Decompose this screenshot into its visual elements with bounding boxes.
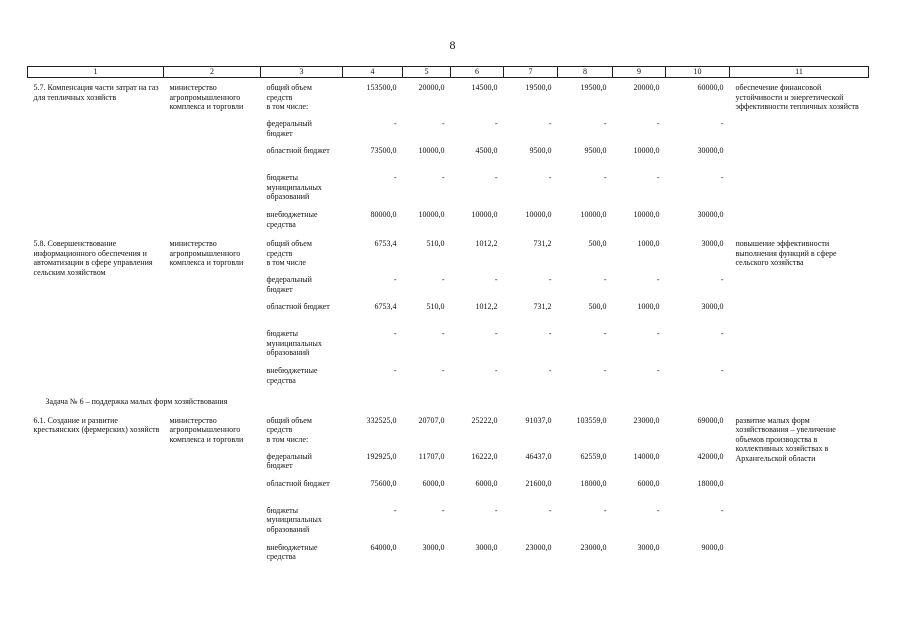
amount-cell: 11707,0 <box>418 451 445 461</box>
amount-cell: 1012,2 <box>475 239 498 248</box>
header-row <box>28 67 869 78</box>
task-heading: Задача № 6 – поддержка малых форм хозяйствования <box>45 397 228 406</box>
amount-cell: 6753,4 <box>374 239 397 248</box>
amount-cell: - <box>548 329 552 338</box>
amount-cell: - <box>548 275 552 284</box>
amount-cell: 10000,0 <box>471 210 498 219</box>
amount-cell <box>403 435 451 452</box>
amount-cell: 20000,0 <box>633 83 660 92</box>
amount-cell: - <box>494 505 498 515</box>
amount-cell: - <box>393 119 397 128</box>
funding-source: областной бюджет <box>266 478 330 488</box>
amount-cell <box>666 258 730 275</box>
funding-source: общий объем средств <box>266 415 312 434</box>
amount-cell: 6000,0 <box>475 478 498 488</box>
amount-cell: - <box>494 366 498 375</box>
expected-result: повышение эффективности выполнения функций в сфере сельского хозяйства <box>735 239 837 267</box>
funding-source: в том числе <box>266 258 306 267</box>
amount-cell: 91037,0 <box>525 415 552 425</box>
amount-cell: 75600,0 <box>370 478 397 488</box>
funding-source: общий объем средств <box>266 239 312 258</box>
amount-cell: 30000,0 <box>697 146 724 155</box>
column-number-header: 5 <box>403 67 451 78</box>
amount-cell: - <box>441 173 445 182</box>
amount-cell: 1012,2 <box>475 302 498 311</box>
executor: министерство агропромышленного комплекса и торговли <box>169 239 244 267</box>
amount-cell: - <box>494 119 498 128</box>
amount-cell <box>504 435 558 452</box>
amount-cell: - <box>393 275 397 284</box>
amount-cell <box>343 435 403 452</box>
amount-cell: 73500,0 <box>370 146 397 155</box>
amount-cell: 500,0 <box>588 302 607 311</box>
amount-cell: 46437,0 <box>525 451 552 461</box>
amount-cell: - <box>441 329 445 338</box>
page-number: 8 <box>449 38 456 52</box>
amount-cell: 3000,0 <box>701 239 724 248</box>
amount-cell: - <box>656 173 660 182</box>
funding-source: внебюджетные средства <box>266 542 318 561</box>
funding-source: федеральный бюджет <box>266 275 312 294</box>
amount-cell: - <box>603 329 607 338</box>
amount-cell: 9000,0 <box>701 542 724 552</box>
amount-cell: - <box>548 119 552 128</box>
column-number-header: 9 <box>613 67 666 78</box>
amount-cell <box>403 102 451 119</box>
amount-cell: - <box>603 173 607 182</box>
amount-cell: 3000,0 <box>701 302 724 311</box>
amount-cell: 10000,0 <box>633 210 660 219</box>
amount-cell: 14000,0 <box>633 451 660 461</box>
amount-cell: - <box>441 119 445 128</box>
amount-cell: 3000,0 <box>475 542 498 552</box>
funding-source: внебюджетные средства <box>266 210 318 229</box>
amount-cell: 4500,0 <box>475 146 498 155</box>
amount-cell: 10000,0 <box>525 210 552 219</box>
amount-cell: 23000,0 <box>580 542 607 552</box>
amount-cell: 153500,0 <box>366 83 397 92</box>
amount-cell: 16222,0 <box>471 451 498 461</box>
amount-cell: 6753,4 <box>374 302 397 311</box>
amount-cell: 731,2 <box>533 239 552 248</box>
column-number-header: 6 <box>451 67 504 78</box>
amount-cell: - <box>720 119 724 128</box>
amount-cell: 10000,0 <box>418 146 445 155</box>
amount-cell: 6000,0 <box>422 478 445 488</box>
amount-cell: 64000,0 <box>370 542 397 552</box>
amount-cell <box>558 102 613 119</box>
column-number-header: 2 <box>164 67 261 78</box>
amount-cell: - <box>656 366 660 375</box>
amount-cell: 69000,0 <box>697 415 724 425</box>
expected-result: развитие малых форм хозяйствования – увеличение объемов производства в коллективных хозяйствах в Архангельской области <box>735 415 836 463</box>
amount-cell <box>613 258 666 275</box>
amount-cell: - <box>720 275 724 284</box>
amount-cell: - <box>548 366 552 375</box>
amount-cell <box>451 102 504 119</box>
amount-cell: 14500,0 <box>471 83 498 92</box>
funding-source: бюджеты муниципальных образований <box>266 173 322 201</box>
funding-source: общий объем средств <box>266 83 312 102</box>
amount-cell: 510,0 <box>426 239 445 248</box>
amount-cell <box>504 258 558 275</box>
amount-cell <box>613 435 666 452</box>
column-number-header: 4 <box>343 67 403 78</box>
column-number-header: 8 <box>558 67 613 78</box>
amount-cell: 9500,0 <box>584 146 607 155</box>
program-table <box>27 66 869 567</box>
amount-cell: - <box>656 505 660 515</box>
amount-cell: 19500,0 <box>580 83 607 92</box>
funding-source: бюджеты муниципальных образований <box>266 329 322 357</box>
amount-cell: - <box>603 505 607 515</box>
amount-cell: - <box>656 329 660 338</box>
amount-cell: - <box>393 366 397 375</box>
amount-cell <box>558 435 613 452</box>
amount-cell: 10000,0 <box>633 146 660 155</box>
task-heading-row <box>28 390 869 411</box>
measure-name: 5.8. Совершенствование информационного обеспечения и автоматизации в сфере управления сельским хозяйством <box>33 239 153 277</box>
amount-cell: 500,0 <box>588 239 607 248</box>
amount-cell: 25222,0 <box>471 415 498 425</box>
amount-cell: - <box>720 329 724 338</box>
amount-cell <box>451 258 504 275</box>
table-row <box>28 78 869 103</box>
amount-cell <box>666 435 730 452</box>
amount-cell: - <box>393 329 397 338</box>
amount-cell: 30000,0 <box>697 210 724 219</box>
amount-cell: 3000,0 <box>637 542 660 552</box>
amount-cell <box>504 102 558 119</box>
amount-cell: - <box>393 173 397 182</box>
amount-cell <box>403 258 451 275</box>
amount-cell: - <box>720 505 724 515</box>
column-number-header: 11 <box>730 67 869 78</box>
amount-cell: - <box>548 505 552 515</box>
amount-cell: 20000,0 <box>418 83 445 92</box>
amount-cell: 10000,0 <box>580 210 607 219</box>
amount-cell: 6000,0 <box>637 478 660 488</box>
amount-cell: 80000,0 <box>370 210 397 219</box>
amount-cell: - <box>494 329 498 338</box>
amount-cell: 9500,0 <box>529 146 552 155</box>
funding-source: областной бюджет <box>266 146 330 155</box>
amount-cell: - <box>720 366 724 375</box>
funding-source: внебюджетные средства <box>266 366 318 385</box>
amount-cell: 10000,0 <box>418 210 445 219</box>
column-number-header: 1 <box>28 67 164 78</box>
amount-cell: 18000,0 <box>697 478 724 488</box>
table-body <box>28 78 869 567</box>
amount-cell: 42000,0 <box>697 451 724 461</box>
amount-cell: 62559,0 <box>580 451 607 461</box>
amount-cell: - <box>656 275 660 284</box>
amount-cell: - <box>603 119 607 128</box>
executor: министерство агропромышленного комплекса и торговли <box>169 83 244 111</box>
amount-cell: 20707,0 <box>418 415 445 425</box>
amount-cell: 23000,0 <box>633 415 660 425</box>
amount-cell: 332525,0 <box>366 415 397 425</box>
expected-result: обеспечение финансовой устойчивости и энергетической эффективности тепличных хозяйств <box>735 83 859 111</box>
amount-cell: 1000,0 <box>637 239 660 248</box>
funding-source: федеральный бюджет <box>266 451 312 470</box>
funding-source: федеральный бюджет <box>266 119 312 138</box>
amount-cell: 19500,0 <box>525 83 552 92</box>
amount-cell <box>343 102 403 119</box>
executor: министерство агропромышленного комплекса и торговли <box>169 415 244 444</box>
amount-cell: 510,0 <box>426 302 445 311</box>
amount-cell: - <box>720 173 724 182</box>
column-number-header: 7 <box>504 67 558 78</box>
amount-cell: - <box>441 275 445 284</box>
funding-source: в том числе: <box>266 434 309 444</box>
amount-cell: 1000,0 <box>637 302 660 311</box>
amount-cell <box>613 102 666 119</box>
amount-cell: - <box>656 119 660 128</box>
column-number-header: 3 <box>261 67 343 78</box>
amount-cell <box>343 258 403 275</box>
amount-cell: 18000,0 <box>580 478 607 488</box>
amount-cell: - <box>393 505 397 515</box>
amount-cell: 21600,0 <box>525 478 552 488</box>
table-row <box>28 411 869 435</box>
funding-source: в том числе: <box>266 102 309 111</box>
amount-cell: - <box>603 366 607 375</box>
column-number-header: 10 <box>666 67 730 78</box>
amount-cell <box>451 435 504 452</box>
amount-cell: - <box>603 275 607 284</box>
amount-cell: 23000,0 <box>525 542 552 552</box>
amount-cell: 192925,0 <box>366 451 397 461</box>
amount-cell: - <box>494 275 498 284</box>
amount-cell: - <box>441 366 445 375</box>
amount-cell: 60000,0 <box>697 83 724 92</box>
amount-cell: - <box>441 505 445 515</box>
measure-name: 6.1. Создание и развитие крестьянских (фермерских) хозяйств <box>33 415 160 434</box>
amount-cell: 731,2 <box>533 302 552 311</box>
funding-source: бюджеты муниципальных образований <box>266 505 322 534</box>
amount-cell: - <box>494 173 498 182</box>
amount-cell <box>666 102 730 119</box>
amount-cell: - <box>548 173 552 182</box>
amount-cell: 103559,0 <box>576 415 607 425</box>
measure-name: 5.7. Компенсация части затрат на газ для тепличных хозяйств <box>33 83 159 102</box>
funding-source: областной бюджет <box>266 302 330 311</box>
amount-cell: 3000,0 <box>422 542 445 552</box>
amount-cell <box>558 258 613 275</box>
table-row <box>28 234 869 258</box>
